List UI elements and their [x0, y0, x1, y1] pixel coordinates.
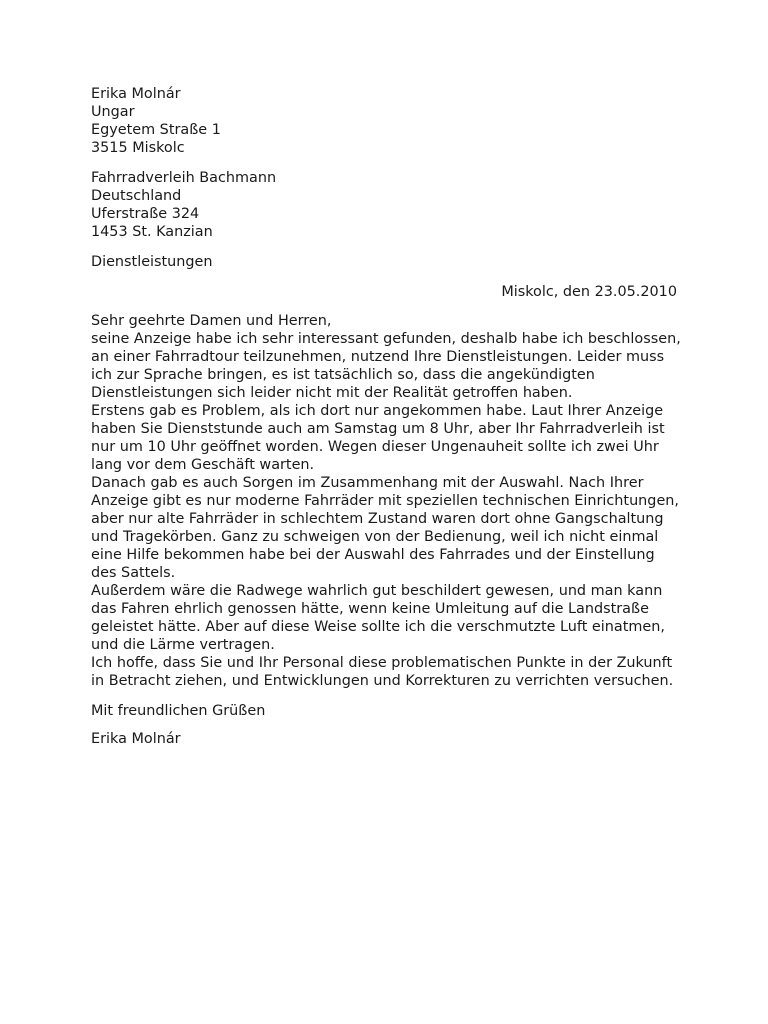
paragraph-line: Anzeige gibt es nur moderne Fahrräder mit speziellen technischen Einrichtungen, — [91, 493, 679, 509]
paragraph-line: eine Hilfe bekommen habe bei der Auswahl des Fahrrades und der Einstellung — [91, 547, 655, 563]
paragraph-line: an einer Fahrradtour teilzunehmen, nutzend Ihre Dienstleistungen. Leider muss — [91, 349, 665, 365]
paragraph-1 — [91, 330, 681, 402]
paragraph-3 — [91, 474, 677, 582]
salutation — [91, 312, 677, 330]
paragraph-line: nur um 10 Uhr geöffnet worden. Wegen dieser Ungenauheit sollte ich zwei Uhr — [91, 439, 659, 455]
signature-name: Erika Molnár — [91, 731, 181, 747]
salutation-text: Sehr geehrte Damen und Herren, — [91, 313, 332, 329]
paragraph-4 — [91, 582, 677, 654]
signature — [91, 730, 677, 748]
paragraph-line: das Fahren ehrlich genossen hätte, wenn keine Umleitung auf die Landstraße — [91, 601, 649, 617]
paragraph-line: Ich hoffe, dass Sie und Ihr Personal diese problematischen Punkte in der Zukunft — [91, 655, 673, 671]
paragraph-line: Danach gab es auch Sorgen im Zusammenhang mit der Auswahl. Nach Ihrer — [91, 475, 644, 491]
recipient-city: 1453 St. Kanzian — [91, 224, 213, 240]
sender-country: Ungar — [91, 104, 135, 120]
paragraph-line: haben Sie Dienststunde auch am Samstag um 8 Uhr, aber Ihr Fahrradverleih ist — [91, 421, 665, 437]
paragraph-line: und die Lärme vertragen. — [91, 637, 275, 653]
paragraph-line: aber nur alte Fahrräder in schlechtem Zustand waren dort ohne Gangschaltung — [91, 511, 664, 527]
sender-street: Egyetem Straße 1 — [91, 122, 221, 138]
sender-city: 3515 Miskolc — [91, 140, 185, 156]
letter-body — [91, 85, 681, 748]
paragraph-line: in Betracht ziehen, und Entwicklungen und Korrekturen zu verrichten versuchen. — [91, 673, 674, 689]
paragraph-2 — [91, 402, 677, 474]
paragraph-5 — [91, 654, 677, 690]
place-date — [91, 283, 677, 301]
paragraph-line: Dienstleistungen sich leider nicht mit der Realität getroffen haben. — [91, 385, 573, 401]
paragraph-line: geleistet hätte. Aber auf diese Weise sollte ich die verschmutzte Luft einatmen, — [91, 619, 665, 635]
paragraph-line: lang vor dem Geschäft warten. — [91, 457, 315, 473]
paragraph-line: Außerdem wäre die Radwege wahrlich gut beschildert gewesen, und man kann — [91, 583, 663, 599]
closing-text: Mit freundlichen Grüßen — [91, 703, 266, 719]
paragraph-line: Erstens gab es Problem, als ich dort nur angekommen habe. Laut Ihrer Anzeige — [91, 403, 664, 419]
subject-line — [91, 253, 677, 271]
subject-text: Dienstleistungen — [91, 254, 213, 270]
recipient-country: Deutschland — [91, 188, 182, 204]
paragraph-line: seine Anzeige habe ich sehr interessant gefunden, deshalb habe ich beschlossen, — [91, 331, 681, 347]
paragraph-line: und Tragekörben. Ganz zu schweigen von der Bedienung, weil ich nicht einmal — [91, 529, 659, 545]
sender-name: Erika Molnár — [91, 86, 181, 102]
sender-address — [91, 85, 677, 157]
recipient-address — [91, 169, 677, 241]
paragraph-line: ich zur Sprache bringen, es ist tatsächlich so, dass die angekündigten — [91, 367, 595, 383]
recipient-street: Uferstraße 324 — [91, 206, 200, 222]
place-date-text: Miskolc, den 23.05.2010 — [501, 284, 677, 300]
recipient-name: Fahrradverleih Bachmann — [91, 170, 277, 186]
paragraph-line: des Sattels. — [91, 565, 176, 581]
closing — [91, 702, 677, 720]
